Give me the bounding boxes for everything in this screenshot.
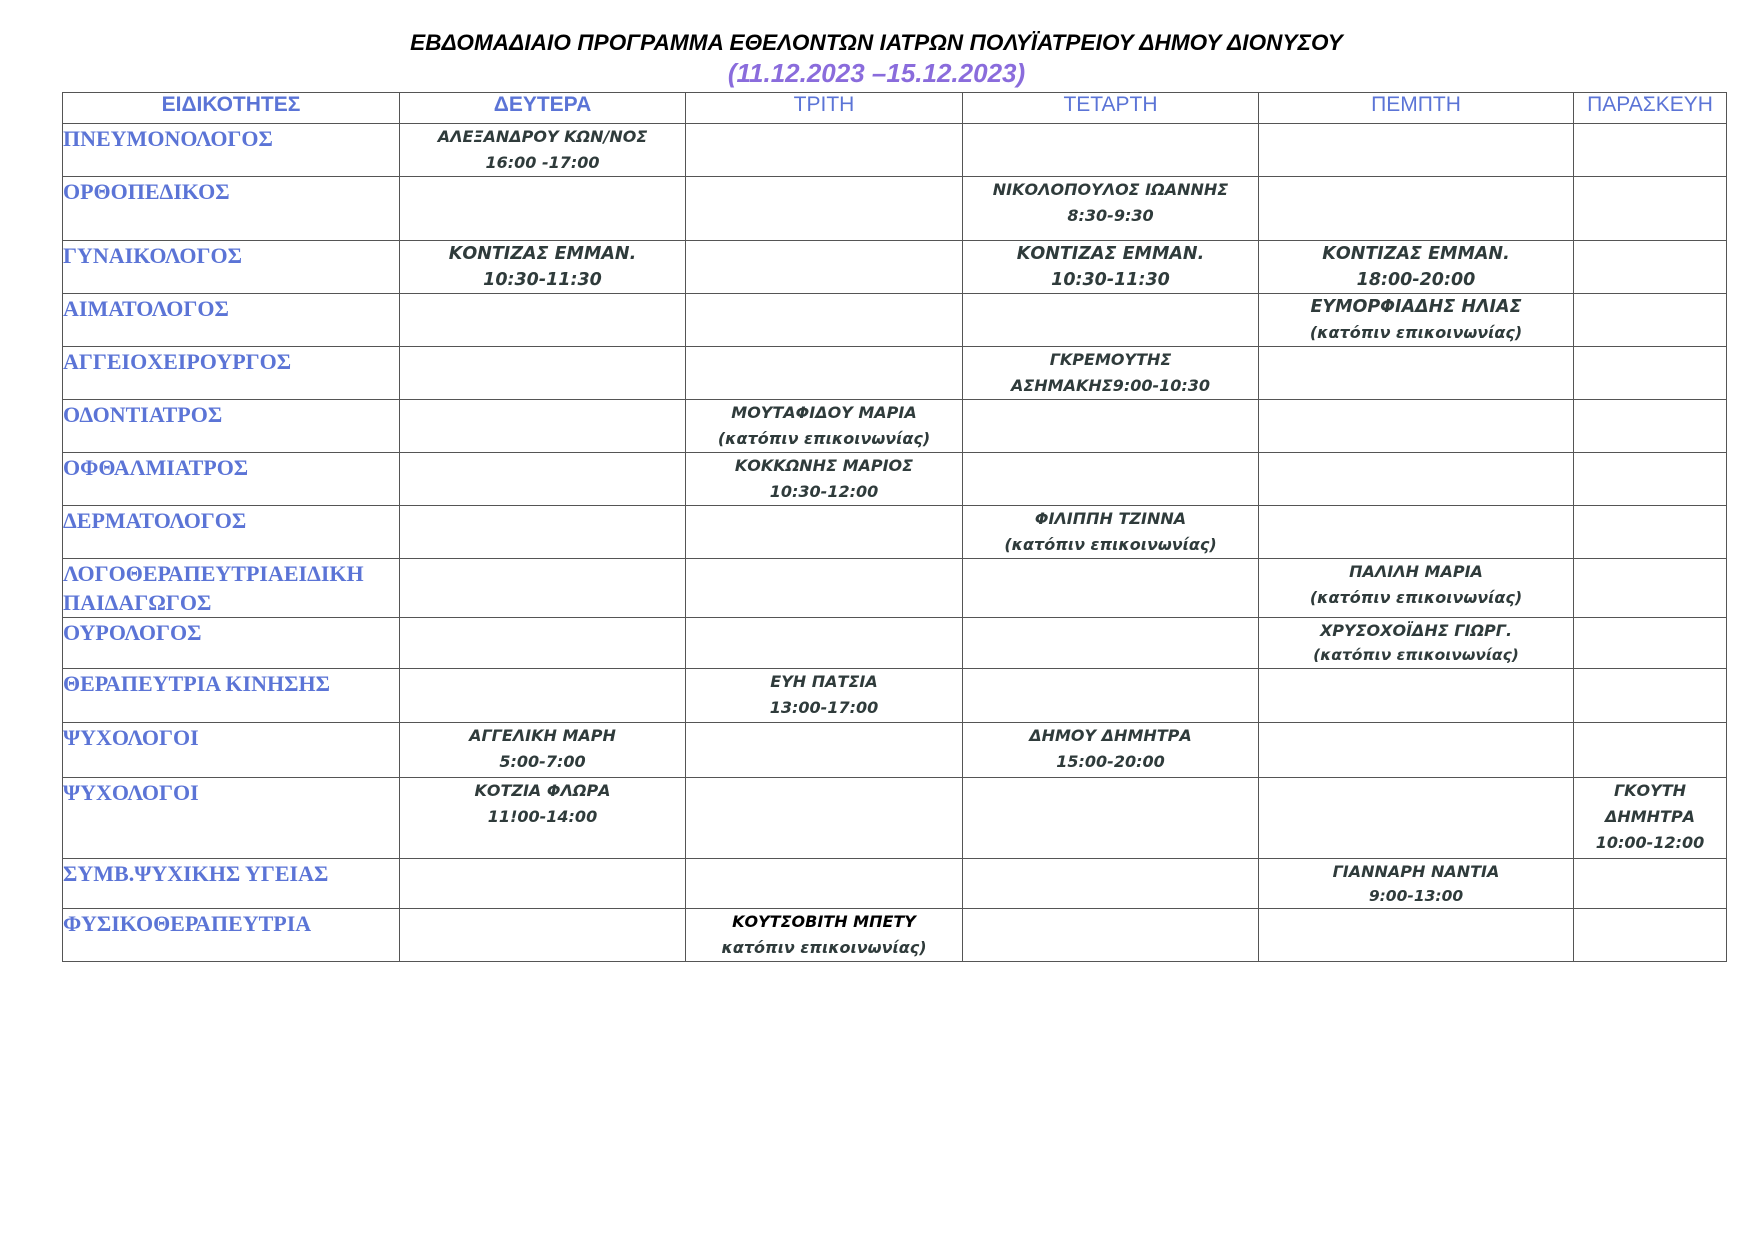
specialty-label: ΨΥΧΟΛΟΓΟΙ <box>63 780 199 805</box>
visit-hours: 13:00-17:00 <box>769 698 879 717</box>
doctor-name: ΕΥΜΟΡΦΙΑΔΗΣ ΗΛΙΑΣ <box>1310 297 1522 317</box>
doctor-name: ΦΙΛΙΠΠΗ ΤΖΙΝΝΑ <box>1034 509 1187 528</box>
table-row <box>63 723 1727 778</box>
doctor-name: ΚΟΝΤΙΖΑΣ ΕΜΜΑΝ. <box>1016 244 1205 264</box>
schedule-cell <box>1574 294 1727 347</box>
date-range: (11.12.2023 –15.12.2023) <box>727 58 1026 88</box>
doctor-name: ΧΡΥΣΟΧΟΪΔΗΣ ΓΙΩΡΓ. <box>1319 621 1513 640</box>
schedule-cell <box>963 124 1259 177</box>
specialty-label: ΦΥΣΙΚΟΘΕΡΑΠΕΥΤΡΙΑ <box>63 911 312 936</box>
specialty-label: ΟΔΟΝΤΙΑΤΡΟΣ <box>63 402 223 427</box>
schedule-cell <box>1259 177 1574 241</box>
specialty-cell <box>63 778 400 859</box>
schedule-cell <box>686 559 963 618</box>
doctor-name: ΠΑΛΙΛΗ ΜΑΡΙΑ <box>1349 562 1483 581</box>
schedule-cell <box>1259 669 1574 723</box>
schedule-cell <box>686 618 963 669</box>
schedule-cell <box>963 859 1259 909</box>
specialty-label: ΣΥΜΒ.ΨΥΧΙΚΗΣ ΥΓΕΙΑΣ <box>63 861 329 886</box>
doctor-name: ΓΚΡΕΜΟΥΤΗΣ <box>1049 350 1172 369</box>
table-row <box>63 124 1727 177</box>
schedule-cell <box>963 347 1259 400</box>
schedule-cell <box>1574 559 1727 618</box>
schedule-cell <box>1259 294 1574 347</box>
schedule-cell <box>400 177 686 241</box>
schedule-cell <box>400 124 686 177</box>
schedule-cell <box>1574 778 1727 859</box>
doctor-name: ΜΟΥΤΑΦΙΔΟΥ ΜΑΡΙΑ <box>731 403 917 422</box>
schedule-cell <box>1259 347 1574 400</box>
schedule-cell <box>1574 506 1727 559</box>
doctor-name: ΕΥΗ ΠΑΤΣΙΑ <box>770 672 878 691</box>
schedule-cell <box>400 400 686 453</box>
schedule-cell <box>1259 723 1574 778</box>
schedule-cell <box>400 506 686 559</box>
schedule-cell <box>963 723 1259 778</box>
table-row <box>63 241 1727 294</box>
specialty-cell <box>63 124 400 177</box>
visit-hours: 9:00-13:00 <box>1368 887 1464 905</box>
table-row <box>63 618 1727 669</box>
specialty-cell <box>63 453 400 506</box>
specialty-label: ΠΝΕΥΜΟΝΟΛΟΓΟΣ <box>63 126 273 151</box>
visit-hours: (κατόπιν επικοινωνίας) <box>1004 535 1217 554</box>
schedule-cell <box>1259 559 1574 618</box>
schedule-cell <box>686 400 963 453</box>
schedule-cell <box>963 559 1259 618</box>
specialty-label: ΟΥΡΟΛΟΓΟΣ <box>63 620 202 645</box>
doctor-name: ΚΟΤΖΙΑ ΦΛΩΡΑ <box>474 781 611 800</box>
visit-hours: ΑΣΗΜΑΚΗΣ9:00-10:30 <box>1010 376 1211 395</box>
schedule-cell <box>686 177 963 241</box>
visit-hours: 10:30-12:00 <box>769 482 879 501</box>
specialty-cell <box>63 177 400 241</box>
table-row <box>63 347 1727 400</box>
header-wednesday: ΤΕΤΑΡΤΗ <box>963 93 1259 124</box>
specialty-cell <box>63 723 400 778</box>
specialty-label: ΛΟΓΟΘΕΡΑΠΕΥΤΡΙΑ <box>63 561 284 586</box>
schedule-cell <box>400 909 686 962</box>
schedule-cell <box>686 723 963 778</box>
schedule-cell <box>1574 618 1727 669</box>
schedule-cell <box>1259 453 1574 506</box>
schedule-cell <box>400 347 686 400</box>
doctor-name: ΚΟΥΤΣΟΒΙΤΗ ΜΠΕΤΥ <box>732 912 916 931</box>
header-tuesday: ΤΡΙΤΗ <box>686 93 963 124</box>
header-row <box>63 93 1727 124</box>
specialty-cell <box>63 347 400 400</box>
schedule-cell <box>686 294 963 347</box>
visit-hours: 11!00-14:00 <box>487 807 598 826</box>
schedule-cell <box>1259 241 1574 294</box>
schedule-cell <box>1574 669 1727 723</box>
table-row <box>63 453 1727 506</box>
schedule-cell <box>400 294 686 347</box>
schedule-cell <box>686 669 963 723</box>
specialty-label: ΑΓΓΕΙΟΧΕΙΡΟΥΡΓΟΣ <box>63 349 292 374</box>
schedule-cell <box>1259 506 1574 559</box>
schedule-cell <box>1574 859 1727 909</box>
schedule-cell <box>1574 347 1727 400</box>
table-row <box>63 778 1727 859</box>
table-row <box>63 559 1727 618</box>
schedule-cell <box>963 400 1259 453</box>
table-row <box>63 294 1727 347</box>
doctor-name: ΔΗΜΟΥ ΔΗΜΗΤΡΑ <box>1029 726 1192 745</box>
table-row <box>63 909 1727 962</box>
doctor-name: ΔΗΜΗΤΡΑ <box>1604 807 1696 826</box>
visit-hours: 5:00-7:00 <box>499 752 586 771</box>
schedule-cell <box>1574 453 1727 506</box>
doctor-name: ΑΛΕΞΑΝΔΡΟΥ ΚΩΝ/ΝΟΣ <box>437 127 648 146</box>
header-specialties: ΕΙΔΙΚΟΤΗΤΕΣ <box>63 93 400 124</box>
schedule-cell <box>686 909 963 962</box>
schedule-cell <box>963 506 1259 559</box>
specialty-label: ΟΡΘΟΠΕΔΙΚΟΣ <box>63 179 230 204</box>
schedule-cell <box>1259 400 1574 453</box>
header-monday: ΔΕΥΤΕΡΑ <box>400 93 686 124</box>
visit-hours: 10:30-11:30 <box>1051 270 1170 290</box>
specialty-label: ΘΕΡΑΠΕΥΤΡΙΑ ΚΙΝΗΣΗΣ <box>63 671 330 696</box>
schedule-cell <box>686 124 963 177</box>
specialty-label: ΑΙΜΑΤΟΛΟΓΟΣ <box>63 296 229 321</box>
specialty-cell <box>63 506 400 559</box>
schedule-cell <box>963 669 1259 723</box>
schedule-cell <box>1574 177 1727 241</box>
schedule-cell <box>686 347 963 400</box>
schedule-table <box>62 92 1727 962</box>
specialty-cell <box>63 618 400 669</box>
specialty-cell <box>63 400 400 453</box>
visit-hours: 10:00-12:00 <box>1595 833 1705 852</box>
schedule-cell <box>1574 241 1727 294</box>
schedule-cell <box>400 723 686 778</box>
schedule-cell <box>963 177 1259 241</box>
table-row <box>63 859 1727 909</box>
table-row <box>63 506 1727 559</box>
schedule-cell <box>400 618 686 669</box>
header-thursday: ΠΕΜΠΤΗ <box>1259 93 1574 124</box>
schedule-cell <box>400 859 686 909</box>
table-row <box>63 177 1727 241</box>
specialty-cell <box>63 859 400 909</box>
schedule-cell <box>963 453 1259 506</box>
schedule-cell <box>400 778 686 859</box>
schedule-cell <box>686 506 963 559</box>
schedule-cell <box>400 559 686 618</box>
specialty-label: ΨΥΧΟΛΟΓΟΙ <box>63 725 199 750</box>
schedule-cell <box>1574 723 1727 778</box>
specialty-cell <box>63 294 400 347</box>
schedule-cell <box>963 294 1259 347</box>
schedule-cell <box>686 241 963 294</box>
visit-hours: 15:00-20:00 <box>1056 752 1165 771</box>
schedule-cell <box>963 909 1259 962</box>
schedule-cell <box>400 241 686 294</box>
schedule-cell <box>1574 124 1727 177</box>
schedule-cell <box>686 859 963 909</box>
doctor-name: ΝΙΚΟΛΟΠΟΥΛΟΣ ΙΩΑΝΝΗΣ <box>992 180 1229 199</box>
visit-hours: (κατόπιν επικοινωνίας) <box>1313 646 1519 664</box>
specialty-label: ΕΙΔΙΚΗ ΠΑΙΔΑΓΩΓΟΣ <box>63 561 364 615</box>
doctor-name: ΚΟΝΤΙΖΑΣ ΕΜΜΑΝ. <box>1322 244 1510 264</box>
schedule-cell <box>686 778 963 859</box>
specialty-label: ΔΕΡΜΑΤΟΛΟΓΟΣ <box>63 508 247 533</box>
schedule-cell <box>1259 124 1574 177</box>
visit-hours: (κατόπιν επικοινωνίας) <box>717 429 931 448</box>
specialty-cell <box>63 909 400 962</box>
schedule-cell <box>400 669 686 723</box>
doctor-name: ΑΓΓΕΛΙΚΗ ΜΑΡΗ <box>469 726 616 745</box>
schedule-cell <box>963 778 1259 859</box>
schedule-cell <box>1259 778 1574 859</box>
table-row <box>63 669 1727 723</box>
doctor-name: ΓΚΟΥΤΗ <box>1613 781 1687 800</box>
specialty-cell <box>63 559 400 618</box>
visit-hours: κατόπιν επικοινωνίας) <box>721 938 927 957</box>
visit-hours: (κατόπιν επικοινωνίας) <box>1309 323 1523 342</box>
schedule-cell <box>1259 859 1574 909</box>
schedule-cell <box>1574 909 1727 962</box>
schedule-cell <box>1259 909 1574 962</box>
table-row <box>63 400 1727 453</box>
schedule-cell <box>1259 618 1574 669</box>
doctor-name: ΓΙΑΝΝΑΡΗ ΝΑΝΤΙΑ <box>1332 862 1500 881</box>
doctor-name: ΚΟΝΤΙΖΑΣ ΕΜΜΑΝ. <box>448 244 637 264</box>
schedule-cell <box>963 618 1259 669</box>
specialty-cell <box>63 669 400 723</box>
schedule-cell <box>963 241 1259 294</box>
schedule-cell <box>686 453 963 506</box>
visit-hours: 8:30-9:30 <box>1067 206 1154 225</box>
doctor-name: ΚΟΚΚΩΝΗΣ ΜΑΡΙΟΣ <box>734 456 914 475</box>
visit-hours: 16:00 -17:00 <box>485 153 600 172</box>
schedule-cell <box>1574 400 1727 453</box>
specialty-label: ΟΦΘΑΛΜΙΑΤΡΟΣ <box>63 455 249 480</box>
document-title: ΕΒΔΟΜΑΔΙΑΙΟ ΠΡΟΓΡΑΜΜΑ ΕΘΕΛΟΝΤΩΝ ΙΑΤΡΩΝ ΠΟΛΥΪΑΤΡΕΙΟΥ ΔΗΜΟΥ ΔΙΟΝΥΣΟΥ <box>410 30 1343 55</box>
visit-hours: 18:00-20:00 <box>1356 270 1476 290</box>
schedule-cell <box>400 453 686 506</box>
specialty-cell <box>63 241 400 294</box>
visit-hours: (κατόπιν επικοινωνίας) <box>1309 588 1523 607</box>
specialty-label: ΓΥΝΑΙΚΟΛΟΓΟΣ <box>63 243 242 268</box>
header-friday: ΠΑΡΑΣΚΕΥΗ <box>1574 93 1727 124</box>
visit-hours: 10:30-11:30 <box>483 270 602 290</box>
